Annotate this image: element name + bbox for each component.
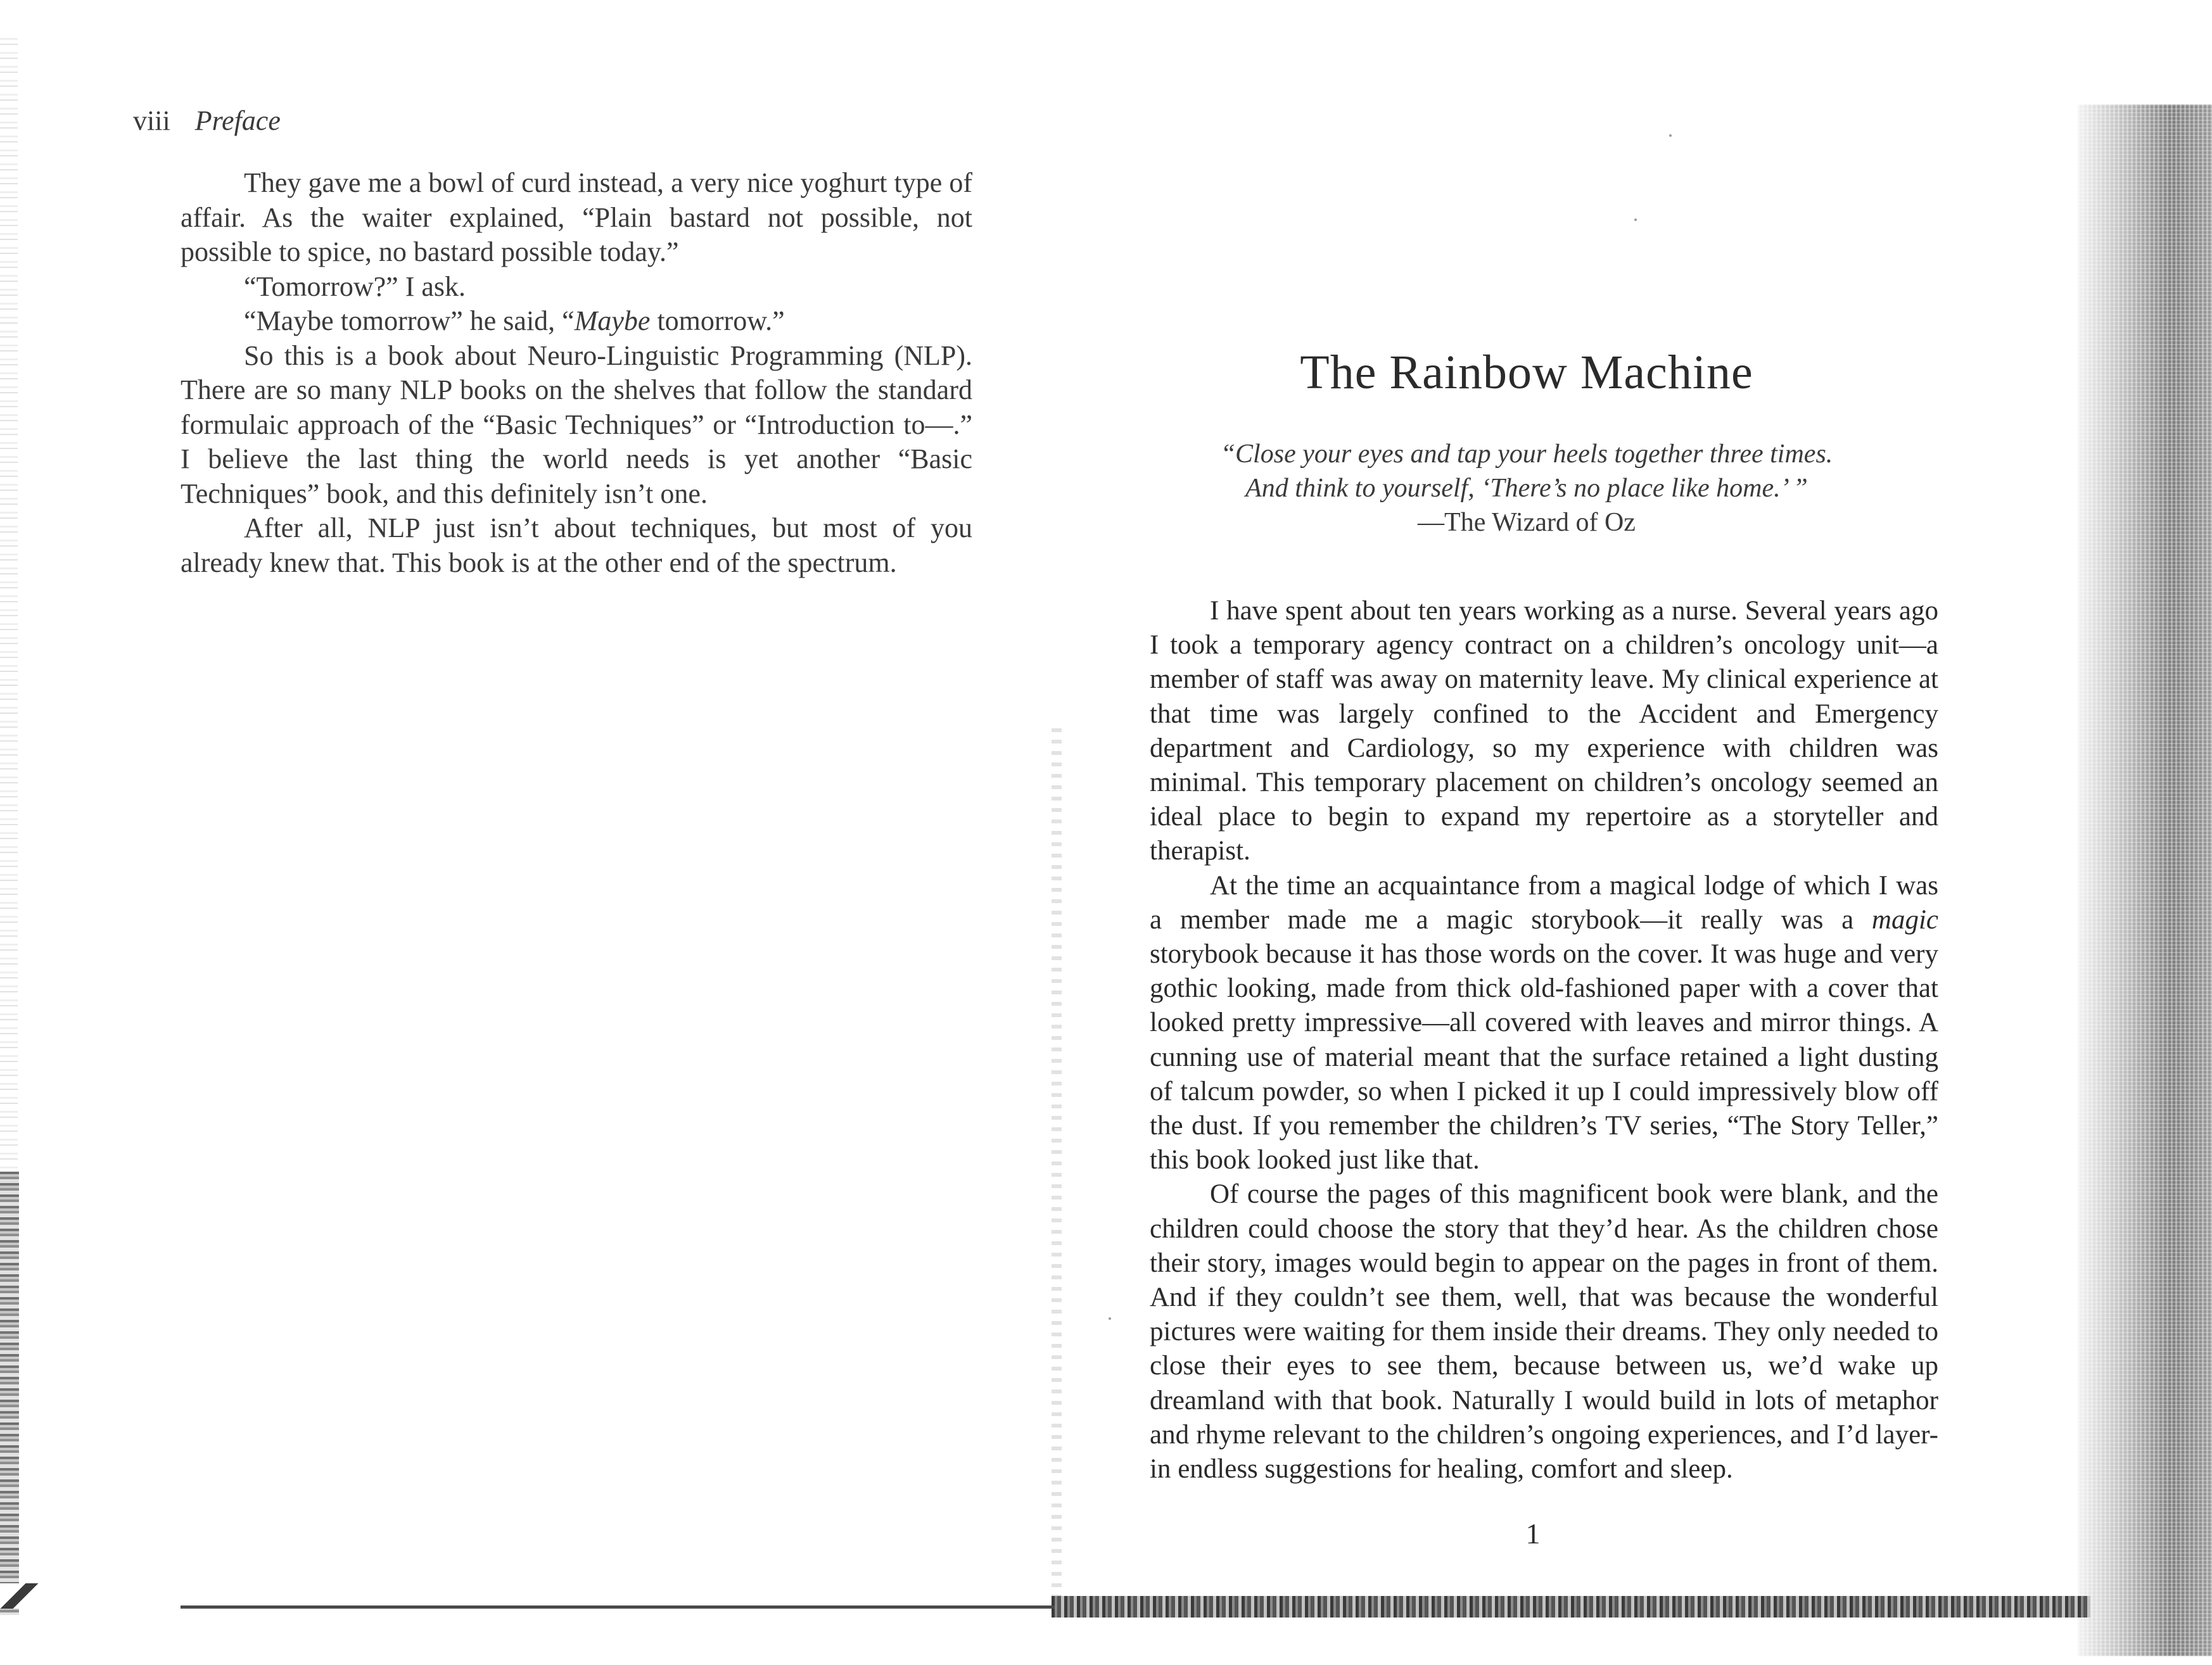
text-run: At the time an acquaintance from a magical lodge of which I was a member made me a magic storybook—it really was a (1150, 870, 1938, 935)
book-gutter (1052, 728, 1062, 1615)
page-bottom-shadow (1052, 1596, 2090, 1618)
chapter-title: The Rainbow Machine (1300, 346, 1753, 399)
left-page-number: viii (133, 105, 170, 136)
page-corner-left (0, 1583, 38, 1609)
paragraph: So this is a book about Neuro-Linguistic Programming (NLP). There are so many NLP books on the shelves that follow the standard formulaic approach of the “Basic Techniques” or “Introduction to—.” I believe the last thing the world needs is yet another “Basic Techniques” book, and this definitely isn’t one. (181, 339, 972, 509)
italic-text-run: magic (1871, 904, 1938, 935)
italic-text-run: Maybe (574, 305, 651, 336)
scan-edge-left-dark (0, 1172, 19, 1615)
scan-speck (1634, 218, 1637, 221)
paragraph: They gave me a bowl of curd instead, a very nice yoghurt type of affair. As the waiter explained, “Plain bastard not possible, not possible to spice, no bastard possible today.” (181, 167, 972, 267)
text-run: storybook because it has those words on the cover. It was huge and very gothic looking, made from thick old-fashioned paper with a cover that looked pretty impressive—all covered with leaves and mirror things. A cunning use of material meant that the surface retained a light dusting of talcum powder, so when I picked it up I could impressively blow off the dust. If you remember the children’s TV series, “The Story Teller,” this book looked just like that. (1150, 939, 1938, 1175)
epigraph-attribution: —The Wizard of Oz (1418, 508, 1636, 537)
page-edge-right (2078, 104, 2212, 1656)
running-header (133, 104, 281, 137)
paragraph: Of course the pages of this magnificent book were blank, and the children could choose the story that they’d hear. As the children chose their story, images would begin to appear on the pages in front of them. And if they couldn’t see them, well, that was because the wonderful pictures were waiting for them inside their dreams. They only needed to close their eyes to see them, because between us, we’d wake up dreamland with that book. Naturally I would build in lots of metaphor and rhyme relevant to the children’s ongoing experiences, and I’d layer-in endless suggestions for healing, comfort and sleep. (1150, 1179, 1938, 1485)
text-run: “Maybe tomorrow” he said, “ (244, 305, 575, 336)
paragraph (181, 304, 972, 339)
scan-speck (1669, 134, 1672, 137)
left-page-body (181, 166, 972, 580)
running-head-title: Preface (194, 105, 281, 136)
right-page-body (1150, 594, 1938, 1486)
epigraph-line: And think to yourself, ‘There’s no place like home.’ ” (1245, 474, 1808, 503)
epigraph (1140, 437, 1913, 540)
right-page-number: 1 (1525, 1517, 1541, 1550)
epigraph-line: “Close your eyes and tap your heels together three times. (1220, 440, 1833, 469)
paragraph: I have spent about ten years working as a nurse. Several years ago I took a temporary agency contract on a children’s oncology unit—a member of staff was away on maternity leave. My clinical experience at that time was largely confined to the Accident and Emergency department and Cardiology, so my experience with children was minimal. This temporary placement on children’s oncology seemed an ideal place to begin to expand my repertoire as a storyteller and therapist. (1150, 596, 1938, 866)
scan-speck (1109, 1317, 1111, 1320)
text-run: tomorrow.” (650, 305, 785, 336)
paragraph: “Tomorrow?” I ask. (244, 270, 466, 302)
paragraph: After all, NLP just isn’t about techniques, but most of you already knew that. This book is at the other end of the spectrum. (181, 512, 972, 578)
paragraph (1150, 869, 1938, 1178)
